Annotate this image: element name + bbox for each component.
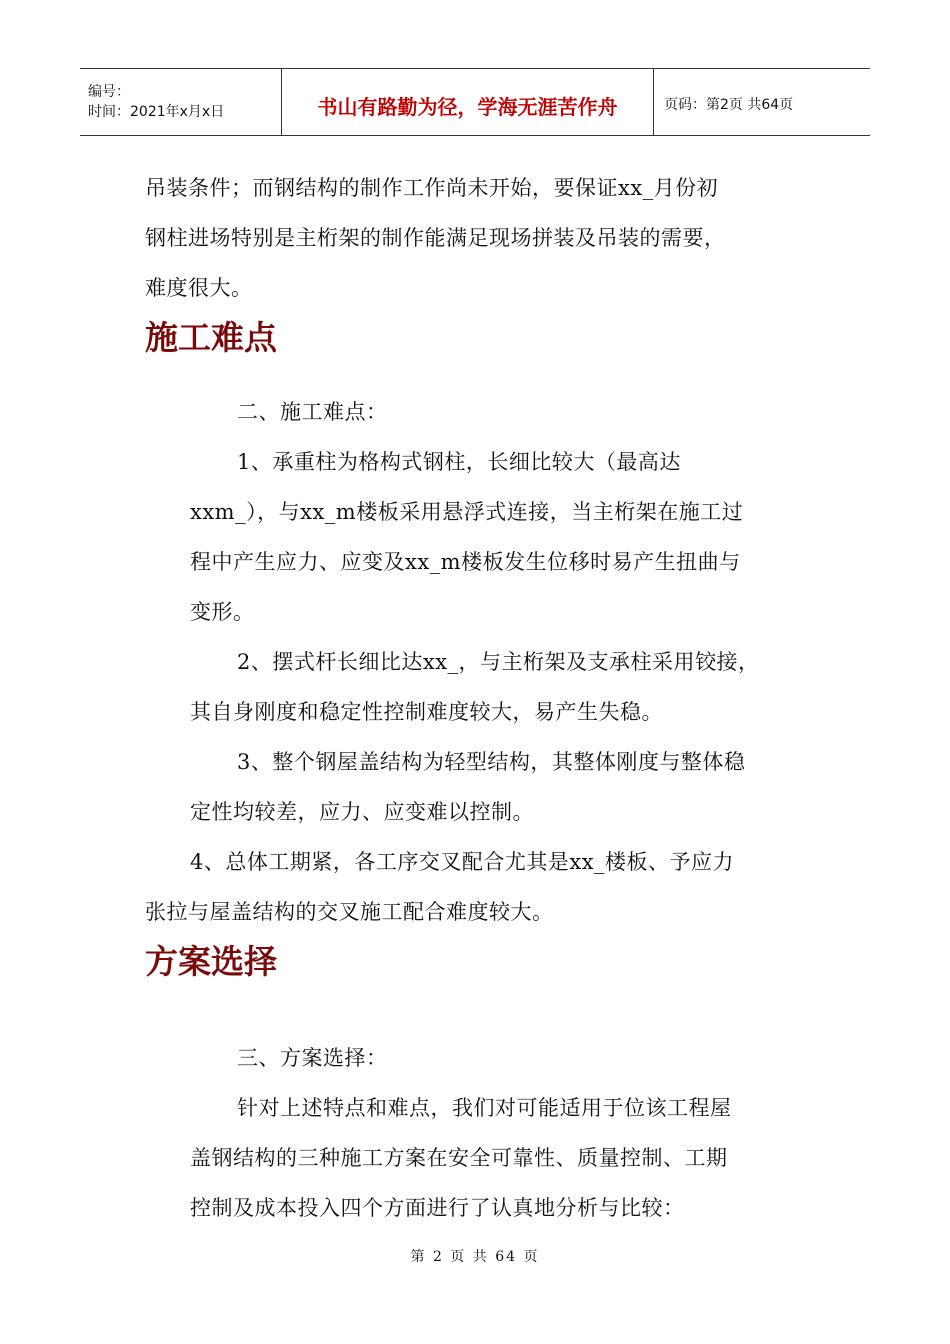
paragraph-line: 盖钢结构的三种施工方案在安全可靠性、质量控制、工期 bbox=[190, 1146, 728, 1170]
header-motto bbox=[282, 69, 654, 135]
paragraph-line: 张拉与屋盖结构的交叉施工配合难度较大。 bbox=[145, 900, 554, 924]
page-info-text: 页码：第2页 共64页 bbox=[664, 97, 794, 113]
paragraph-line: 2、摆式杆长细比达xx_，与主桁架及支承柱采用铰接， bbox=[237, 650, 760, 674]
header-meta bbox=[80, 69, 282, 135]
section-title: 三、方案选择： bbox=[237, 1046, 388, 1070]
paragraph-line: 1、承重柱为格构式钢柱，长细比较大（最高达 bbox=[237, 450, 681, 474]
section-heading: 方案选择 bbox=[145, 942, 277, 981]
footer-page-number: 第 2 页 共 64 页 bbox=[410, 1249, 540, 1265]
section-title: 二、施工难点： bbox=[237, 400, 388, 424]
date-label: 时间：2021年x月x日 bbox=[88, 104, 225, 120]
paragraph-line: 针对上述特点和难点，我们对可能适用于位该工程屋 bbox=[237, 1096, 732, 1120]
motto-text: 书山有路勤为径，学海无涯苦作舟 bbox=[317, 94, 618, 119]
paragraph-line: 吊装条件；而钢结构的制作工作尚未开始，要保证xx_月份初 bbox=[145, 176, 719, 200]
page-footer bbox=[0, 1246, 950, 1266]
section-heading: 施工难点 bbox=[145, 318, 277, 357]
page-header bbox=[80, 68, 870, 136]
paragraph-line: 程中产生应力、应变及xx_m楼板发生位移时易产生扭曲与 bbox=[190, 550, 741, 574]
number-label: 编号： bbox=[88, 84, 130, 100]
paragraph-line: 钢柱进场特别是主桁架的制作能满足现场拼装及吊装的需要， bbox=[145, 226, 726, 250]
paragraph-line: 控制及成本投入四个方面进行了认真地分析与比较： bbox=[190, 1196, 685, 1220]
paragraph-line: 难度很大。 bbox=[145, 276, 253, 300]
paragraph-line: 变形。 bbox=[190, 600, 255, 624]
paragraph-line: 4、总体工期紧，各工序交叉配合尤其是xx_楼板、予应力 bbox=[190, 850, 735, 874]
paragraph-line: xxm_），与xx_m楼板采用悬浮式连接，当主桁架在施工过 bbox=[190, 500, 744, 524]
paragraph-line: 其自身刚度和稳定性控制难度较大，易产生失稳。 bbox=[190, 700, 663, 724]
paragraph-line: 3、整个钢屋盖结构为轻型结构，其整体刚度与整体稳 bbox=[237, 750, 746, 774]
paragraph-line: 定性均较差，应力、应变难以控制。 bbox=[190, 800, 534, 824]
header-page-info bbox=[654, 69, 870, 135]
